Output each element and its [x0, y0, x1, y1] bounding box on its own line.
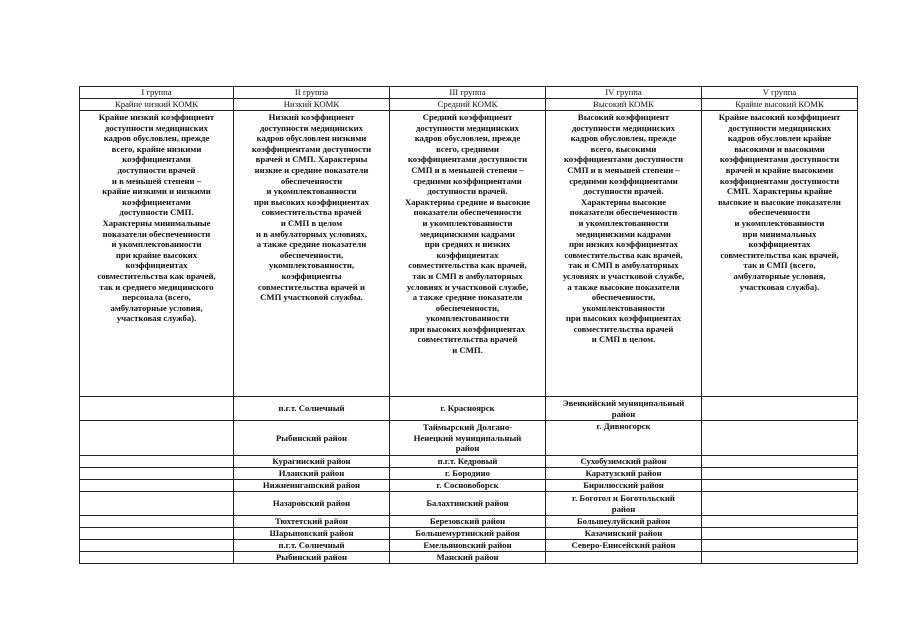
table-cell — [80, 456, 234, 468]
group-description: Высокий коэффициент доступности медицинских кадров обусловлен, прежде всего, высокими коэффициентами доступности СМП и в меньшей степени – средними коэффициентами доступности врачей. Характерны высокие показатели обеспеченности и укомплектованности медицинскими кадрами при низких коэффициентах совместительства как врачей, так и СМП в амбулаторных условиях и участковой службе, а также высокие показатели обеспеченности, укомплектованности при высоких коэффициентах совместительства врачей и СМП в целом. — [546, 111, 702, 397]
table-cell — [702, 480, 858, 492]
group-header: III группа — [390, 87, 546, 99]
group-header: V группа — [702, 87, 858, 99]
table-cell: Нижнеингашский район — [234, 480, 390, 492]
group-description: Крайне низкий коэффициент доступности медицинских кадров обусловлен, прежде всего, крайне низкими коэффициентами доступности врачей и в меньшей степени – крайне низкими и низкими коэффициентами доступности СМП. Характерны минимальные показатели обеспеченности и укомплектованности при крайне высоких коэффициентах совместительства как врачей, так и среднего медицинского персонала (всего, амбулаторные условия, участковая служба). — [80, 111, 234, 397]
komk-level: Крайне высокий КОМК — [702, 99, 858, 111]
table-cell — [80, 552, 234, 564]
table-cell — [80, 397, 234, 421]
table-cell: Назаровский район — [234, 492, 390, 516]
table-cell — [702, 468, 858, 480]
table-cell — [80, 528, 234, 540]
description-row — [80, 111, 858, 397]
table-row — [80, 468, 858, 480]
table-row — [80, 421, 858, 456]
table-cell: Сухобузимский район — [546, 456, 702, 468]
table-cell — [702, 516, 858, 528]
table-cell: Казачинский район — [546, 528, 702, 540]
kmok-group-table — [79, 86, 858, 564]
group-header: II группа — [234, 87, 390, 99]
table-row — [80, 528, 858, 540]
table-cell: Северо-Енисейский район — [546, 540, 702, 552]
group-header: IV группа — [546, 87, 702, 99]
table-cell — [702, 528, 858, 540]
table-cell — [80, 480, 234, 492]
table-cell: Рыбинский район — [234, 421, 390, 456]
group-header-row — [80, 87, 858, 99]
komk-level: Средний КОМК — [390, 99, 546, 111]
table-row — [80, 456, 858, 468]
table-cell: Большеулуйский район — [546, 516, 702, 528]
table-cell: Курагинский район — [234, 456, 390, 468]
komk-level: Низкий КОМК — [234, 99, 390, 111]
table-cell: г. Дивногорск — [546, 421, 702, 456]
table-cell: Бирилюсский район — [546, 480, 702, 492]
table-cell: Емельяновский район — [390, 540, 546, 552]
table-cell: Березовский район — [390, 516, 546, 528]
table-cell: г. Бородино — [390, 468, 546, 480]
table-cell: Таймырский Долгано- Ненецкий муниципальный район — [390, 421, 546, 456]
table-cell — [702, 540, 858, 552]
table-cell: Балахтинский район — [390, 492, 546, 516]
group-header: I группа — [80, 87, 234, 99]
table-cell — [546, 552, 702, 564]
group-description: Средний коэффициент доступности медицинских кадров обусловлен, прежде всего, средними коэффициентами доступности СМП и в меньшей степени – средними коэффициентами доступности врачей. Характерны средние и высокие показатели обеспеченности и укомплектованности медицинскими кадрами при средних и низких коэффициентах совместительства как врачей, так и СМП в амбулаторных условиях и участковой службе, а также средние показатели обеспеченности, укомплектованности при высоких коэффициентах совместительства врачей и СМП. — [390, 111, 546, 397]
table-cell — [702, 552, 858, 564]
table-cell: Рыбинский район — [234, 552, 390, 564]
table-row — [80, 516, 858, 528]
table-cell: г. Сосновоборск — [390, 480, 546, 492]
table-cell: г. Красноярск — [390, 397, 546, 421]
table-row — [80, 397, 858, 421]
table-cell: Большемуртинский район — [390, 528, 546, 540]
table-cell: Иланский район — [234, 468, 390, 480]
table-cell: г. Боготол и Боготольский район — [546, 492, 702, 516]
table-cell — [80, 421, 234, 456]
table-cell: п.г.т. Солнечный — [234, 540, 390, 552]
table-cell — [80, 492, 234, 516]
table-row — [80, 552, 858, 564]
komk-level-row — [80, 99, 858, 111]
table-cell: Шарыповский район — [234, 528, 390, 540]
table-cell: Эвенкийский муниципальный район — [546, 397, 702, 421]
table-row — [80, 480, 858, 492]
table-cell — [80, 516, 234, 528]
table-cell: Тюхтетский район — [234, 516, 390, 528]
table-cell: Каратузский район — [546, 468, 702, 480]
komk-level: Высокий КОМК — [546, 99, 702, 111]
table-cell: п.г.т. Кедровый — [390, 456, 546, 468]
table-cell — [702, 492, 858, 516]
table-row — [80, 540, 858, 552]
table-cell — [702, 421, 858, 456]
table-cell — [702, 456, 858, 468]
group-description: Крайне высокий коэффициент доступности медицинских кадров обусловлен крайне высокими и высокими коэффициентами доступности врачей и крайне высокими коэффициентами доступности СМП. Характерны крайне высокие и высокие показатели обеспеченности и укомплектованности при минимальных коэффициентах совместительства как врачей, так и СМП (всего, амбулаторные условия, участковая служба). — [702, 111, 858, 397]
table-cell: п.г.т. Солнечный — [234, 397, 390, 421]
table-cell — [80, 540, 234, 552]
komk-level: Крайне низкий КОМК — [80, 99, 234, 111]
table-cell — [702, 397, 858, 421]
table-cell — [80, 468, 234, 480]
table-row — [80, 492, 858, 516]
group-description: Низкий коэффициент доступности медицинских кадров обусловлен низкими коэффициентами доступности врачей и СМП. Характерны низкие и средние показатели обеспеченности и укомплектованности при высоких коэффициентах совместительства врачей и СМП в целом и в амбулаторных условиях, а также средние показатели обеспеченности, укомплектованности, коэффициенты совместительства врачей и СМП участковой службы. — [234, 111, 390, 397]
table-cell: Манский район — [390, 552, 546, 564]
